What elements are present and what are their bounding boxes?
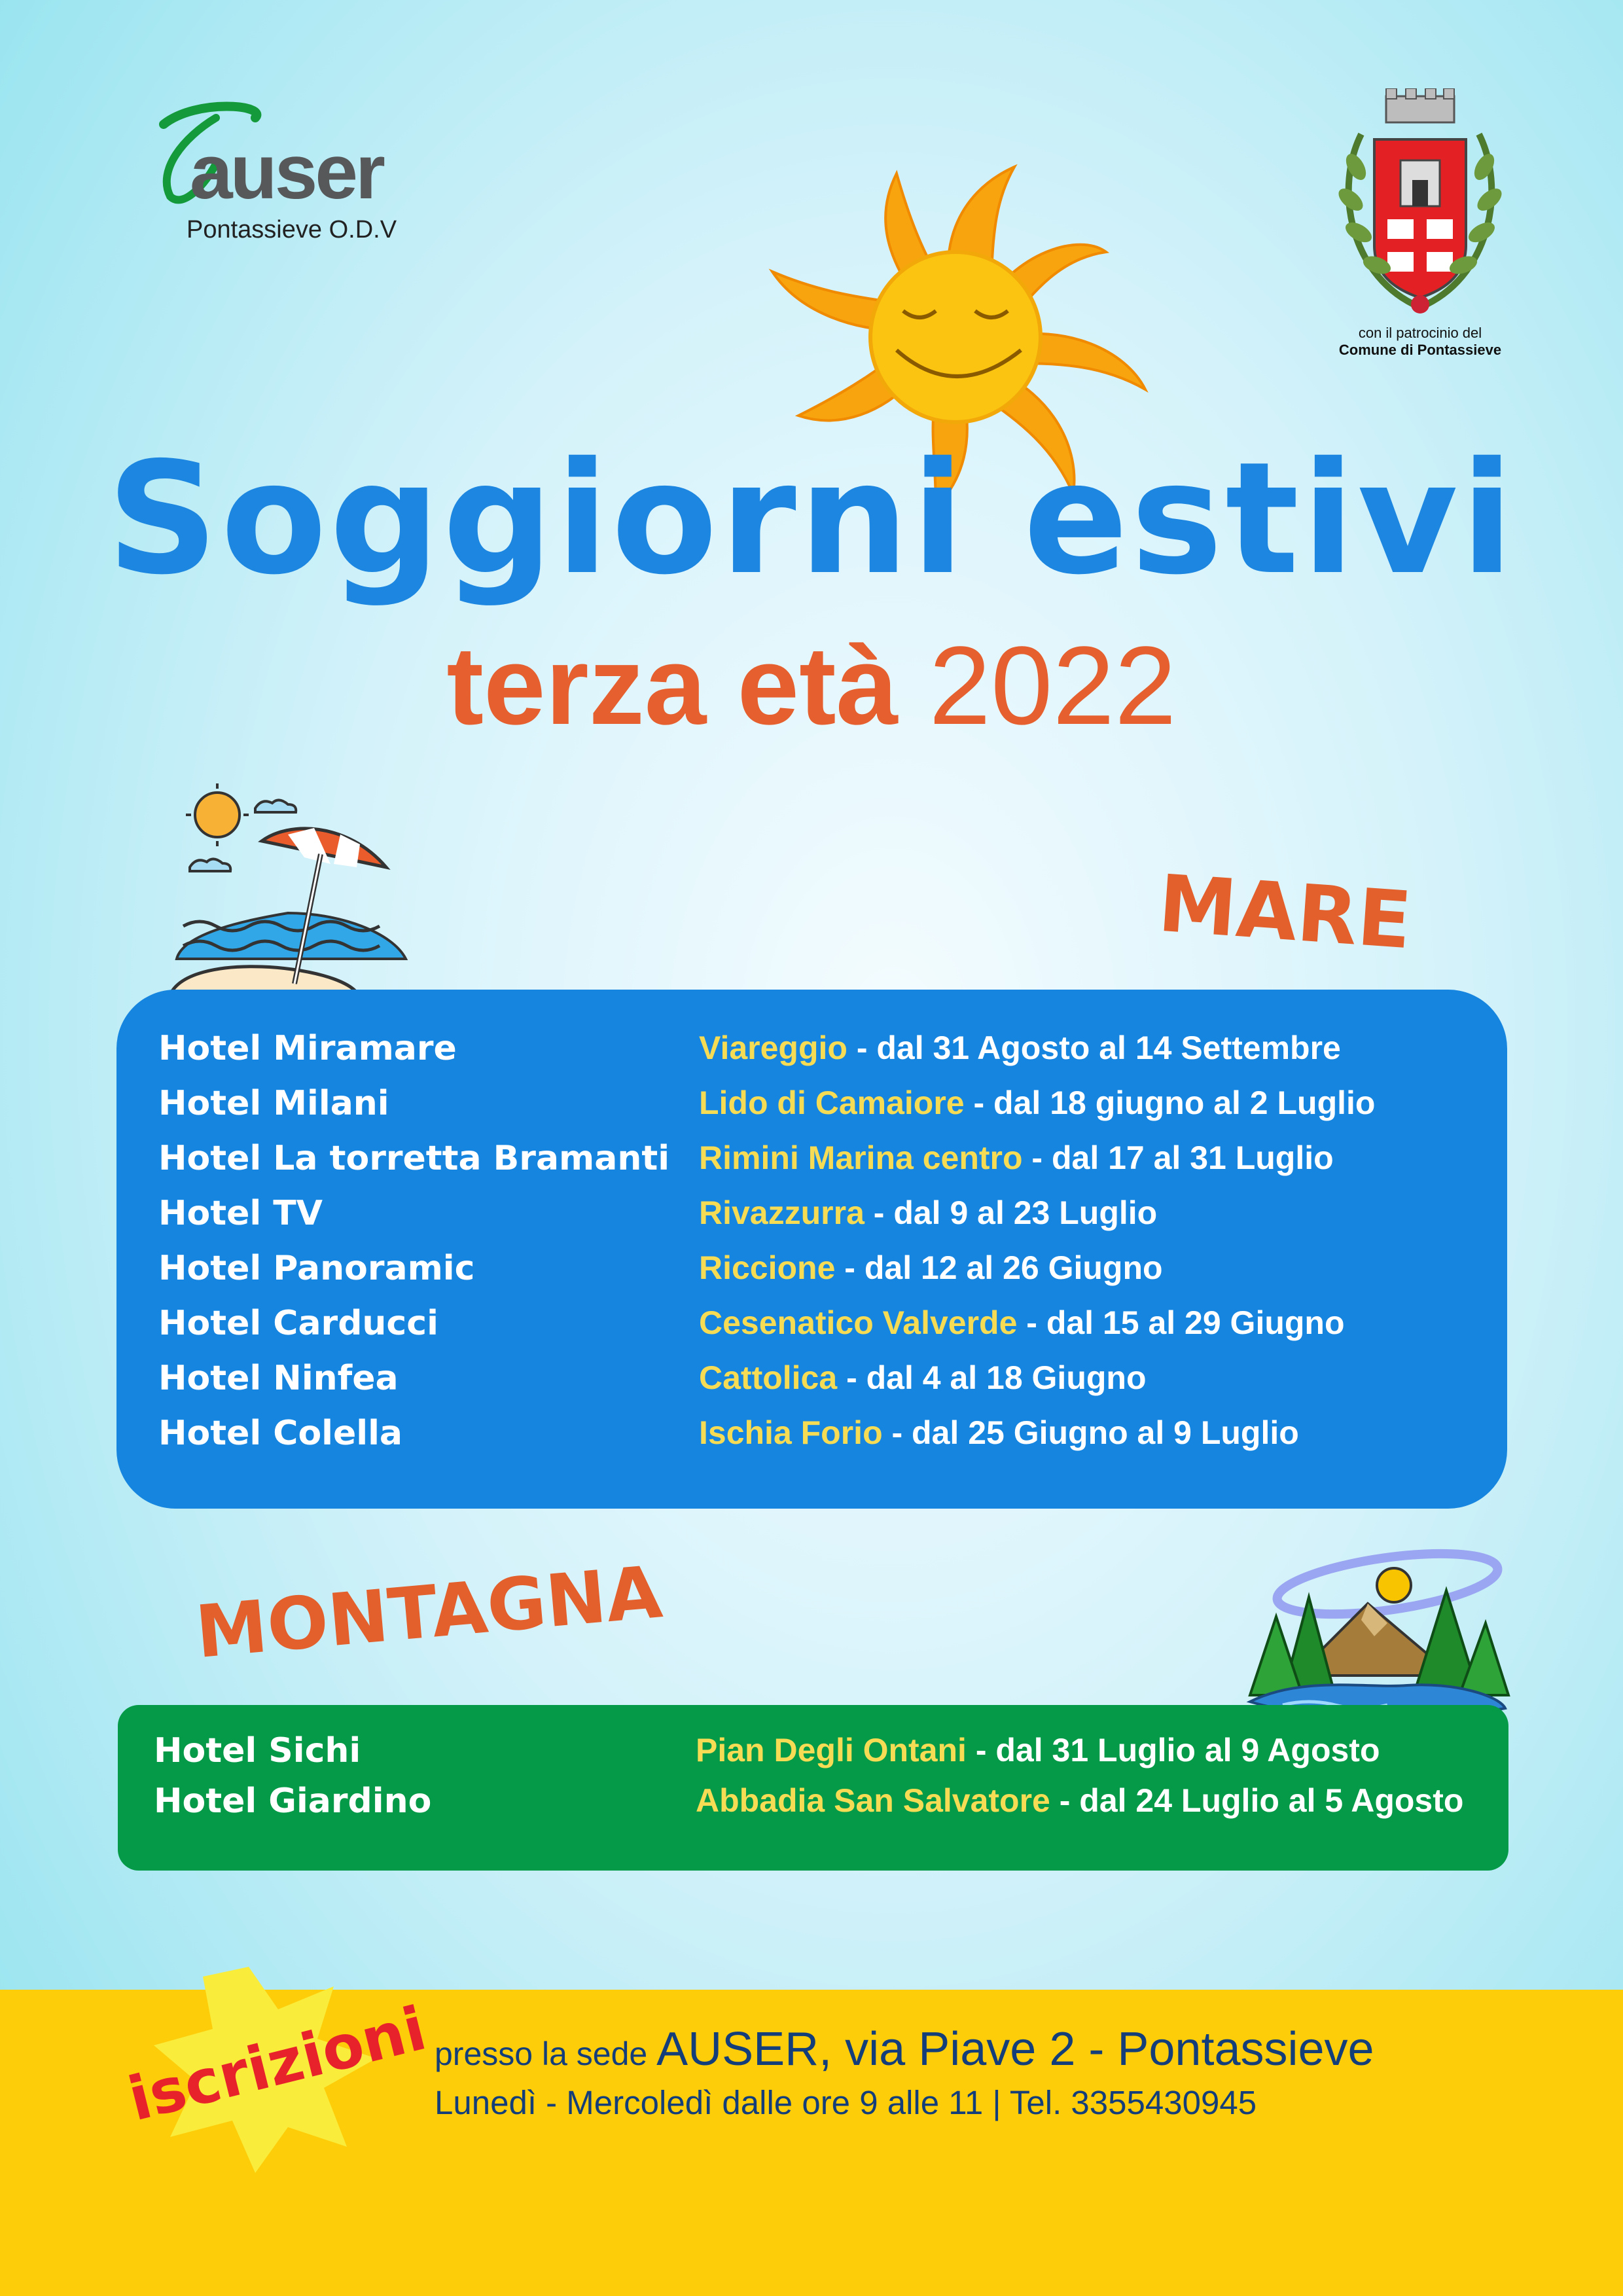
mare-heading: MARE — [1155, 858, 1415, 967]
location: Cattolica — [699, 1359, 838, 1396]
hotel-name: Hotel Giardino — [154, 1782, 432, 1821]
mare-panel — [116, 990, 1507, 1509]
subtitle-label: terza età — [446, 624, 899, 748]
dates: - dal 24 Luglio al 5 Agosto — [1050, 1782, 1464, 1819]
hotel-name: Hotel Panoramic — [158, 1249, 475, 1288]
list-item — [116, 1414, 1507, 1469]
location: Rivazzurra — [699, 1194, 865, 1231]
hotel-name: Hotel Colella — [158, 1414, 403, 1453]
hotel-name: Hotel Ninfea — [158, 1359, 399, 1398]
stay-details — [699, 1414, 1299, 1452]
list-item — [116, 1359, 1507, 1414]
location: Viareggio — [699, 1030, 847, 1066]
dates: - dal 17 al 31 Luglio — [1022, 1139, 1334, 1176]
crest-caption-line2: Comune di Pontassieve — [1338, 342, 1502, 358]
stay-details — [699, 1029, 1341, 1067]
dates: - dal 25 Giugno al 9 Luglio — [882, 1414, 1299, 1451]
montagna-heading: MONTAGNA — [192, 1550, 666, 1674]
comune-crest-icon — [1322, 88, 1518, 324]
registration-label: iscrizioni — [121, 1993, 433, 2135]
dates: - dal 4 al 18 Giugno — [837, 1359, 1147, 1396]
stay-details — [699, 1304, 1345, 1342]
dates: - dal 15 al 29 Giugno — [1017, 1304, 1345, 1341]
hotel-name: Hotel La torretta Bramanti — [158, 1139, 670, 1178]
hotel-name: Hotel TV — [158, 1194, 323, 1233]
list-item — [116, 1029, 1507, 1084]
location: Rimini Marina centro — [699, 1139, 1023, 1176]
location: Riccione — [699, 1249, 836, 1286]
logo-subtitle: Pontassieve O.D.V — [187, 216, 397, 243]
location: Ischia Forio — [699, 1414, 883, 1451]
logo-wordmark: auser — [190, 129, 383, 215]
dates: - dal 18 giugno al 2 Luglio — [964, 1085, 1376, 1121]
dates: - dal 31 Agosto al 14 Settembre — [847, 1030, 1341, 1066]
stay-details — [699, 1194, 1157, 1232]
stay-details — [696, 1731, 1380, 1769]
address-main: AUSER, via Piave 2 - Pontassieve — [656, 2023, 1374, 2075]
crest-caption-line1: con il patrocinio del — [1358, 325, 1482, 341]
registration-address — [435, 2022, 1374, 2076]
location: Lido di Camaiore — [699, 1085, 965, 1121]
list-item — [116, 1249, 1507, 1304]
list-item — [116, 1139, 1507, 1194]
stay-details — [699, 1084, 1375, 1122]
hotel-name: Hotel Miramare — [158, 1029, 457, 1068]
stay-details — [696, 1782, 1463, 1820]
list-item — [116, 1304, 1507, 1359]
list-item — [116, 1194, 1507, 1249]
list-item — [116, 1084, 1507, 1139]
subtitle-year: 2022 — [929, 624, 1177, 748]
stay-details — [699, 1359, 1147, 1397]
stay-details — [699, 1139, 1334, 1177]
location: Abbadia San Salvatore — [696, 1782, 1050, 1819]
page-title: Soggiorni estivi — [107, 429, 1516, 609]
dates: - dal 9 al 23 Luglio — [864, 1194, 1158, 1231]
dates: - dal 31 Luglio al 9 Agosto — [966, 1732, 1380, 1768]
stay-details — [699, 1249, 1163, 1287]
list-item — [118, 1731, 1508, 1786]
mountain-lake-icon — [1237, 1545, 1512, 1721]
hotel-name: Hotel Milani — [158, 1084, 389, 1123]
list-item — [118, 1782, 1508, 1837]
hotel-name: Hotel Sichi — [154, 1731, 361, 1770]
address-prefix: presso la sede — [435, 2036, 657, 2072]
registration-hours: Lunedì - Mercoledì dalle ore 9 alle 11 | Tel. 3355430945 — [435, 2084, 1257, 2121]
hotel-name: Hotel Carducci — [158, 1304, 438, 1343]
dates: - dal 12 al 26 Giugno — [835, 1249, 1163, 1286]
crest-caption — [1302, 325, 1538, 359]
location: Pian Degli Ontani — [696, 1732, 967, 1768]
beach-umbrella-icon — [157, 782, 419, 998]
location: Cesenatico Valverde — [699, 1304, 1018, 1341]
page-subtitle — [0, 622, 1623, 750]
montagna-panel — [118, 1705, 1508, 1871]
